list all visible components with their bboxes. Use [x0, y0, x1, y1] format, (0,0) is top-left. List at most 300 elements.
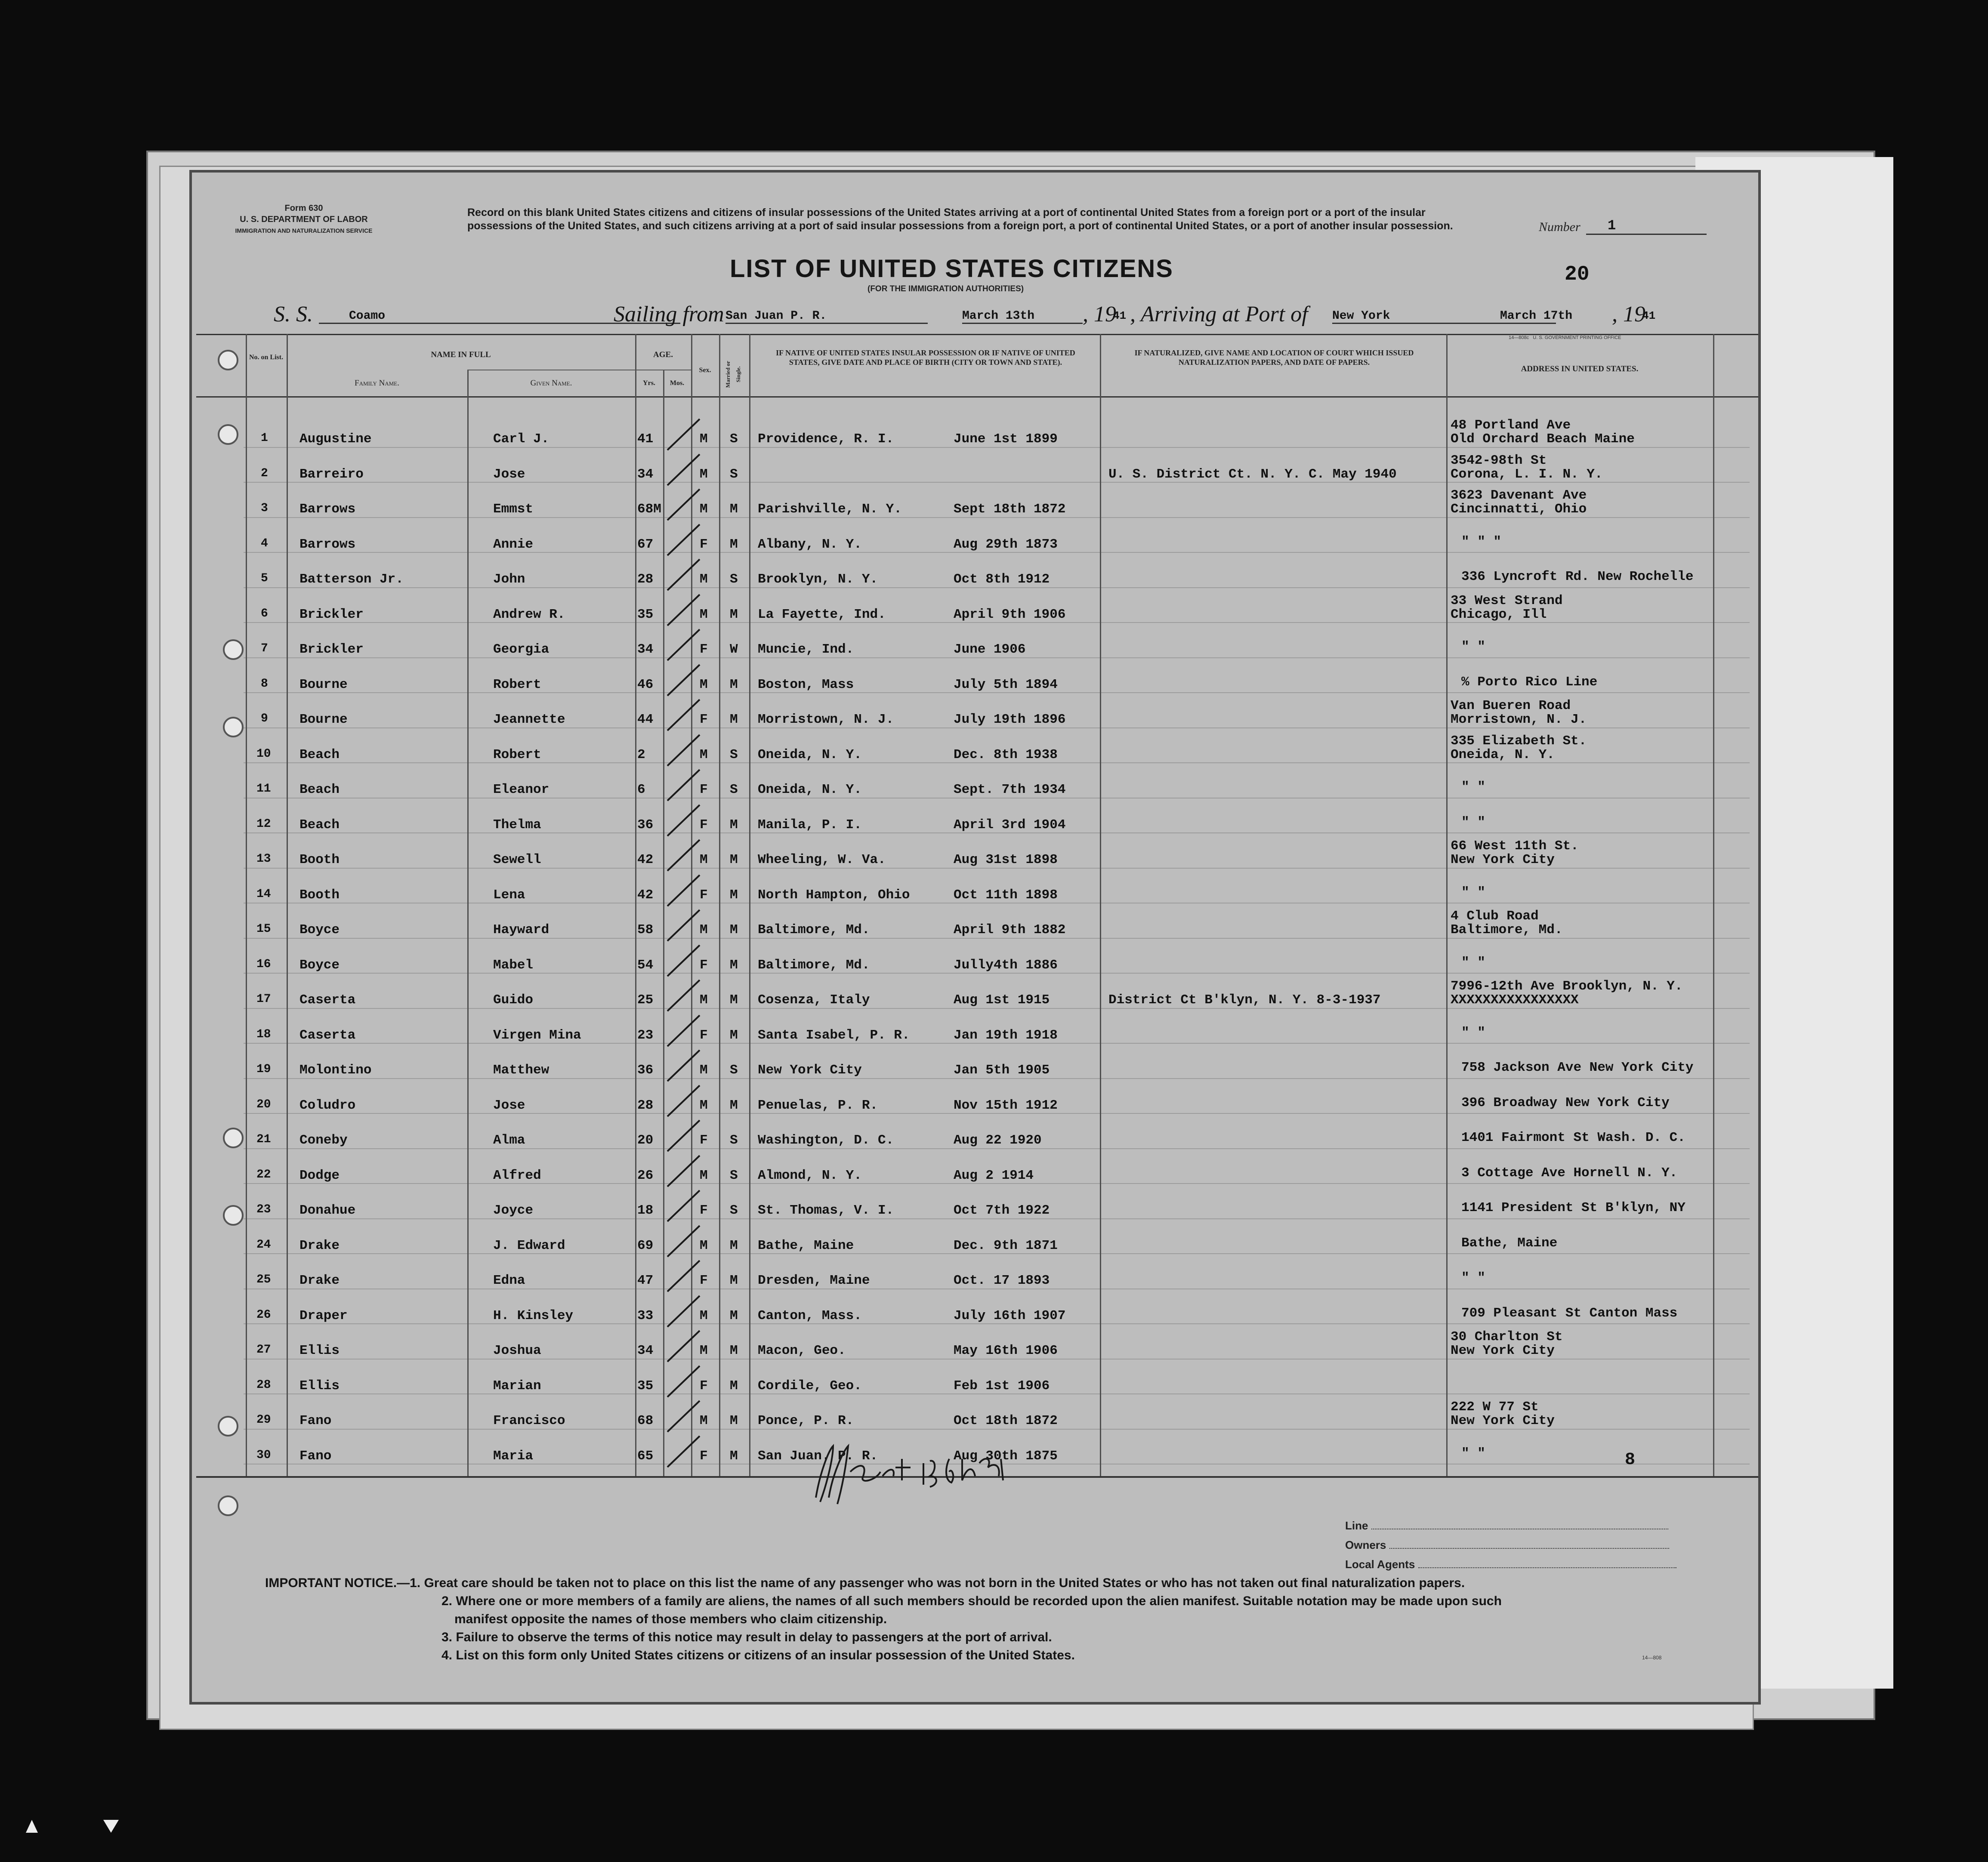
sex: M — [700, 1413, 708, 1428]
birth-place: Santa Isabel, P. R. — [758, 1027, 910, 1043]
ship-name: Coamo — [319, 309, 680, 324]
row-rule — [244, 1253, 1750, 1254]
column-rule — [635, 334, 636, 1476]
age-years: 34 — [637, 466, 654, 482]
col-header-birth: IF NATIVE OF UNITED STATES INSULAR POSSESSION OR IF NATIVE OF UNITED STATES, GIVE DATE AND PLACE OF BIRTH (CITY OR TOWN AND STATE). — [776, 348, 1075, 367]
address-line-1: 3623 Davenant Ave — [1451, 488, 1587, 503]
sex: F — [700, 887, 708, 903]
sailing-from: San Juan P. R. — [725, 309, 928, 324]
row-rule — [244, 447, 1750, 448]
check-tick — [659, 872, 710, 910]
family-name: Coneby — [299, 1133, 348, 1148]
given-name: Alfred — [493, 1168, 541, 1183]
sex: F — [700, 1133, 708, 1148]
birth-date: Aug 22 1920 — [954, 1133, 1042, 1148]
age-years: 20 — [637, 1133, 654, 1148]
given-name: Guido — [493, 993, 534, 1008]
birth-place: Almond, N. Y. — [758, 1168, 862, 1183]
check-tick — [659, 802, 710, 840]
row-number: 6 — [261, 607, 268, 620]
marital-status: M — [730, 852, 738, 867]
row-number: 16 — [256, 957, 271, 971]
number-value: 1 — [1586, 218, 1707, 235]
family-name: Booth — [299, 852, 340, 867]
family-name: Ellis — [299, 1343, 340, 1358]
address-line-2: New York City — [1451, 852, 1555, 867]
address-line-1: 1141 President St B'klyn, NY — [1461, 1200, 1685, 1215]
column-rule — [287, 334, 288, 1476]
birth-date: Aug 30th 1875 — [954, 1448, 1058, 1464]
given-name: Georgia — [493, 642, 549, 657]
address-line-1: " " — [1461, 955, 1485, 970]
address-line-1: " " — [1461, 814, 1485, 830]
arriving-label: , Arriving at Port of — [1130, 302, 1308, 327]
address-line-2: Morristown, N. J. — [1451, 712, 1587, 727]
birth-place: Penuelas, P. R. — [758, 1097, 878, 1113]
age-years: 36 — [637, 1063, 654, 1078]
important-notice — [265, 1574, 1737, 1665]
col-header-given: Given Name. — [530, 379, 572, 388]
birth-date: Sept 18th 1872 — [954, 502, 1066, 517]
service-name: IMMIGRATION AND NATURALIZATION SERVICE — [235, 227, 373, 234]
marital-status: M — [730, 1238, 738, 1253]
marital-status: S — [730, 747, 738, 762]
address-line-2: Baltimore, Md. — [1451, 922, 1563, 937]
sex: F — [700, 1273, 708, 1288]
row-rule — [244, 1043, 1750, 1044]
row-number: 14 — [256, 887, 271, 901]
given-name: Carl J. — [493, 432, 549, 447]
given-name: Alma — [493, 1133, 525, 1148]
col-header-naturalized: IF NATURALIZED, GIVE NAME AND LOCATION OF COURT WHICH ISSUED NATURALIZATION PAPERS, AND DATE OF PAPERS. — [1134, 348, 1414, 367]
sex: F — [700, 1448, 708, 1464]
birth-place: Wheeling, W. Va. — [758, 852, 886, 867]
given-name: Jose — [493, 1097, 525, 1113]
address-line-1: 396 Broadway New York City — [1461, 1095, 1670, 1110]
marital-status: S — [730, 1133, 738, 1148]
birth-date: Jan 5th 1905 — [954, 1063, 1050, 1078]
address-line-2: Cincinnatti, Ohio — [1451, 502, 1587, 517]
family-name: Drake — [299, 1238, 340, 1253]
given-name: Francisco — [493, 1413, 565, 1428]
family-name: Brickler — [299, 607, 364, 622]
row-number: 28 — [256, 1378, 271, 1392]
check-tick — [659, 451, 710, 490]
row-rule — [244, 1429, 1750, 1430]
row-number: 12 — [256, 817, 271, 831]
given-name: Andrew R. — [493, 607, 565, 622]
sex: F — [700, 782, 708, 797]
birth-place: Bathe, Maine — [758, 1238, 854, 1253]
address-line-2: XXXXXXXXXXXXXXXX — [1451, 993, 1579, 1008]
address-line-1: " " — [1461, 1270, 1485, 1286]
row-rule — [244, 1008, 1750, 1009]
address-line-1: % Porto Rico Line — [1461, 674, 1598, 690]
age-years: 41 — [637, 432, 654, 447]
check-tick — [659, 661, 710, 700]
row-number: 19 — [256, 1063, 271, 1076]
given-name: H. Kinsley — [493, 1308, 574, 1323]
birth-place: North Hampton, Ohio — [758, 887, 910, 903]
row-number: 9 — [261, 712, 268, 725]
age-years: 67 — [637, 536, 654, 552]
birth-place: Dresden, Maine — [758, 1273, 870, 1288]
arriving-year: 41 — [1642, 309, 1656, 322]
birth-place: Cosenza, Italy — [758, 993, 870, 1008]
age-years: 46 — [637, 677, 654, 692]
marital-status: S — [730, 572, 738, 587]
marital-status: M — [730, 1027, 738, 1043]
row-number: 13 — [256, 852, 271, 866]
birth-date: Aug 31st 1898 — [954, 852, 1058, 867]
row-number: 29 — [256, 1413, 271, 1427]
row-number: 11 — [256, 782, 271, 795]
sailing-label: Sailing from — [614, 302, 724, 327]
marital-status: M — [730, 712, 738, 727]
address-line-2: Oneida, N. Y. — [1451, 747, 1555, 762]
sex: M — [700, 572, 708, 587]
family-name: Dodge — [299, 1168, 340, 1183]
birth-date: Aug 2 1914 — [954, 1168, 1034, 1183]
row-rule — [244, 1113, 1750, 1114]
punch-hole — [218, 1416, 238, 1437]
address-line-1: " " — [1461, 780, 1485, 795]
document-title: LIST OF UNITED STATES CITIZENS — [730, 255, 1173, 283]
birth-date: July 16th 1907 — [954, 1308, 1066, 1323]
sex: M — [700, 1168, 708, 1183]
sex: M — [700, 432, 708, 447]
marital-status: M — [730, 1378, 738, 1393]
sex: F — [700, 712, 708, 727]
address-line-1: 30 Charlton St — [1451, 1329, 1563, 1344]
birth-date: Aug 1st 1915 — [954, 993, 1050, 1008]
birth-place: Cordile, Geo. — [758, 1378, 862, 1393]
birth-place: Oneida, N. Y. — [758, 782, 862, 797]
row-rule — [244, 938, 1750, 939]
row-number: 3 — [261, 502, 268, 515]
row-rule — [244, 587, 1750, 588]
age-years: 28 — [637, 1097, 654, 1113]
given-name: John — [493, 572, 525, 587]
birth-place: San Juan. P. R. — [758, 1448, 878, 1464]
given-name: Virgen Mina — [493, 1027, 581, 1043]
row-rule — [244, 832, 1750, 833]
check-tick — [659, 521, 710, 560]
given-name: Marian — [493, 1378, 541, 1393]
age-years: 36 — [637, 817, 654, 832]
col-header-mos: Mos. — [670, 379, 685, 387]
column-rule — [749, 334, 750, 1476]
col-header-age: AGE. — [653, 350, 673, 359]
age-years: 6 — [637, 782, 645, 797]
row-number: 8 — [261, 677, 268, 691]
marital-status: M — [730, 536, 738, 552]
check-tick — [659, 1257, 710, 1296]
address-line-1: 222 W 77 St — [1451, 1400, 1539, 1415]
address-line-1: 66 West 11th St. — [1451, 839, 1579, 854]
row-number: 20 — [256, 1097, 271, 1111]
sailing-date: March 13th — [962, 309, 1083, 324]
check-tick — [659, 486, 710, 524]
age-years: 47 — [637, 1273, 654, 1288]
sex: M — [700, 466, 708, 482]
check-tick — [659, 1012, 710, 1051]
address-line-1: 3542-98th St — [1451, 453, 1547, 468]
sailing-year: 41 — [1113, 309, 1127, 322]
row-rule — [244, 552, 1750, 553]
birth-place: St. Thomas, V. I. — [758, 1203, 894, 1218]
arriving-date: March 17th — [1500, 309, 1573, 323]
column-rule — [467, 370, 469, 1476]
family-name: Brickler — [299, 642, 364, 657]
address-line-1: 7996-12th Ave Brooklyn, N. Y. — [1451, 979, 1683, 994]
age-years: 65 — [637, 1448, 654, 1464]
given-name: Annie — [493, 536, 534, 552]
address-line-2: Chicago, Ill — [1451, 607, 1547, 622]
marital-status: S — [730, 782, 738, 797]
arriving-port: New York — [1332, 309, 1556, 324]
punch-hole — [218, 1495, 238, 1516]
marital-status: S — [730, 1063, 738, 1078]
agents-label: Local Agents — [1345, 1558, 1415, 1571]
age-years: 35 — [637, 607, 654, 622]
age-years: 28 — [637, 572, 654, 587]
row-number: 7 — [261, 642, 268, 655]
col-header-yrs: Yrs. — [643, 379, 655, 387]
marital-status: S — [730, 1168, 738, 1183]
punch-hole — [223, 639, 244, 660]
family-name: Barrows — [299, 536, 356, 552]
given-name: Hayward — [493, 922, 549, 937]
line-field — [1345, 1519, 1668, 1532]
table-top-rule — [196, 334, 1758, 335]
birth-place: Ponce, P. R. — [758, 1413, 854, 1428]
age-years: 2 — [637, 747, 645, 762]
birth-place: Albany, N. Y. — [758, 536, 862, 552]
check-tick — [659, 766, 710, 805]
family-name: Ellis — [299, 1378, 340, 1393]
marital-status: M — [730, 817, 738, 832]
corner-marker-right — [103, 1820, 119, 1833]
department-name: U. S. DEPARTMENT OF LABOR — [240, 215, 368, 224]
address-line-1: 33 West Strand — [1451, 593, 1563, 608]
column-rule — [246, 334, 247, 1476]
address-line-1: 1401 Fairmont St Wash. D. C. — [1461, 1130, 1685, 1145]
birth-place: Macon, Geo. — [758, 1343, 846, 1358]
birth-place: Baltimore, Md. — [758, 957, 870, 973]
age-years: 44 — [637, 712, 654, 727]
age-years: 34 — [637, 1343, 654, 1358]
notice-item: 4. List on this form only United States citizens or citizens of an insular possession of the United States. — [441, 1648, 1075, 1662]
family-name: Draper — [299, 1308, 348, 1323]
check-tick — [659, 1082, 710, 1121]
age-years: 42 — [637, 887, 654, 903]
given-name: Joyce — [493, 1203, 534, 1218]
given-name: Edna — [493, 1273, 525, 1288]
sex: F — [700, 817, 708, 832]
birth-place: Canton, Mass. — [758, 1308, 862, 1323]
number-label: Number — [1539, 220, 1581, 234]
agents-field — [1345, 1558, 1676, 1571]
family-name: Barreiro — [299, 466, 364, 482]
row-rule — [244, 868, 1750, 869]
punch-hole — [223, 1128, 244, 1148]
row-rule — [244, 1323, 1750, 1324]
sex: M — [700, 1238, 708, 1253]
sex: F — [700, 957, 708, 973]
address-line-2: New York City — [1451, 1413, 1555, 1428]
birth-place: New York City — [758, 1063, 862, 1078]
row-rule — [244, 657, 1750, 658]
address-line-1: 336 Lyncroft Rd. New Rochelle — [1461, 569, 1694, 584]
birth-date: Dec. 9th 1871 — [954, 1238, 1058, 1253]
given-name: Jose — [493, 466, 525, 482]
given-name: Mabel — [493, 957, 534, 973]
check-tick — [659, 1222, 710, 1261]
address-line-1: 3 Cottage Ave Hornell N. Y. — [1461, 1165, 1678, 1181]
family-name: Boyce — [299, 922, 340, 937]
check-tick — [659, 591, 710, 630]
sex: F — [700, 536, 708, 552]
age-years: 68 — [637, 1413, 654, 1428]
punch-hole — [218, 424, 238, 445]
sex: M — [700, 1063, 708, 1078]
row-rule — [244, 973, 1750, 974]
row-number: 21 — [256, 1133, 271, 1146]
row-number: 15 — [256, 922, 271, 936]
age-years: 69 — [637, 1238, 654, 1253]
given-name: Maria — [493, 1448, 534, 1464]
address-line-1: Bathe, Maine — [1461, 1235, 1558, 1251]
family-name: Augustine — [299, 432, 372, 447]
document-subtitle: (FOR THE IMMIGRATION AUTHORITIES) — [867, 284, 1024, 293]
given-name: Sewell — [493, 852, 541, 867]
column-rule — [1446, 334, 1448, 1476]
birth-place: Parishville, N. Y. — [758, 502, 902, 517]
age-years: 18 — [637, 1203, 654, 1218]
given-name: Joshua — [493, 1343, 541, 1358]
notice-item: manifest opposite the names of those members who claim citizenship. — [454, 1612, 887, 1626]
row-rule — [244, 517, 1750, 518]
punch-hole — [218, 350, 238, 370]
column-rule — [1100, 334, 1101, 1476]
family-name: Fano — [299, 1448, 332, 1464]
check-tick — [659, 1327, 710, 1366]
punch-hole — [223, 1205, 244, 1226]
age-years: 42 — [637, 852, 654, 867]
printer-code — [1509, 335, 1621, 340]
marital-status: M — [730, 502, 738, 517]
row-rule — [244, 762, 1750, 763]
check-tick — [659, 1397, 710, 1436]
manifest-page — [189, 170, 1761, 1705]
family-name: Bourne — [299, 712, 348, 727]
birth-date: Jully4th 1886 — [954, 957, 1058, 973]
address-line-1: 709 Pleasant St Canton Mass — [1461, 1305, 1678, 1321]
marital-status: M — [730, 1308, 738, 1323]
year-prefix: , 19 — [1083, 302, 1116, 327]
row-rule — [244, 1218, 1750, 1219]
birth-date: Dec. 8th 1938 — [954, 747, 1058, 762]
marital-status: M — [730, 677, 738, 692]
row-rule — [244, 1078, 1750, 1079]
birth-place: Manila, P. I. — [758, 817, 862, 832]
corner-marker-left — [26, 1820, 38, 1833]
birth-date: Jan 19th 1918 — [954, 1027, 1058, 1043]
notice-heading: IMPORTANT NOTICE.— — [265, 1576, 410, 1590]
age-years: 58 — [637, 922, 654, 937]
sex: F — [700, 1027, 708, 1043]
birth-date: Sept. 7th 1934 — [954, 782, 1066, 797]
given-name: Matthew — [493, 1063, 549, 1078]
sex: M — [700, 677, 708, 692]
marital-status: S — [730, 432, 738, 447]
marital-status: M — [730, 993, 738, 1008]
check-tick — [659, 1292, 710, 1331]
birth-date: Feb 1st 1906 — [954, 1378, 1050, 1393]
marital-status: S — [730, 466, 738, 482]
birth-date: June 1906 — [954, 642, 1026, 657]
age-years: 33 — [637, 1308, 654, 1323]
naturalization-info: U. S. District Ct. N. Y. C. May 1940 — [1108, 466, 1397, 482]
sex: M — [700, 852, 708, 867]
sex: M — [700, 993, 708, 1008]
sex: M — [700, 747, 708, 762]
form-code: 14—808 — [1642, 1655, 1662, 1661]
row-number: 17 — [256, 993, 271, 1006]
check-tick — [659, 1047, 710, 1085]
row-number: 23 — [256, 1203, 271, 1216]
age-years: 26 — [637, 1168, 654, 1183]
given-name: Robert — [493, 747, 541, 762]
line-label: Line — [1345, 1519, 1368, 1532]
address-line-2: New York City — [1451, 1343, 1555, 1358]
given-name: Thelma — [493, 817, 541, 832]
address-line-2: Old Orchard Beach Maine — [1451, 432, 1635, 447]
family-name: Batterson Jr. — [299, 572, 404, 587]
marital-status: M — [730, 1413, 738, 1428]
col-header-name: NAME IN FULL — [431, 350, 491, 359]
row-number: 5 — [261, 572, 268, 585]
marital-status: M — [730, 1273, 738, 1288]
given-name: Robert — [493, 677, 541, 692]
address-line-1: 335 Elizabeth St. — [1451, 733, 1587, 749]
check-tick — [659, 1363, 710, 1401]
row-number: 27 — [256, 1343, 271, 1356]
sex: F — [700, 1378, 708, 1393]
year-prefix: , 19 — [1612, 302, 1645, 327]
owners-field — [1345, 1538, 1669, 1552]
address-line-2: Corona, L. I. N. Y. — [1451, 466, 1603, 482]
col-header-family: Family Name. — [355, 379, 399, 388]
col-header-sex: Sex. — [699, 367, 711, 374]
check-tick — [659, 942, 710, 980]
printer-note: U. S. GOVERNMENT PRINTING OFFICE — [1533, 335, 1621, 340]
address-line-1: " " — [1461, 1025, 1485, 1040]
check-tick — [659, 416, 710, 454]
family-name: Booth — [299, 887, 340, 903]
handwritten-signature — [803, 1433, 1018, 1513]
row-number: 24 — [256, 1238, 271, 1252]
col-header-no: No. on List. — [249, 354, 284, 361]
family-name: Coludro — [299, 1097, 356, 1113]
address-line-1: " " — [1461, 1446, 1485, 1461]
age-years: 34 — [637, 642, 654, 657]
naturalization-info: District Ct B'klyn, N. Y. 8-3-1937 — [1108, 993, 1381, 1008]
page-number: 20 — [1565, 263, 1590, 286]
col-header-address: ADDRESS IN UNITED STATES. — [1521, 364, 1639, 373]
check-tick — [659, 977, 710, 1015]
